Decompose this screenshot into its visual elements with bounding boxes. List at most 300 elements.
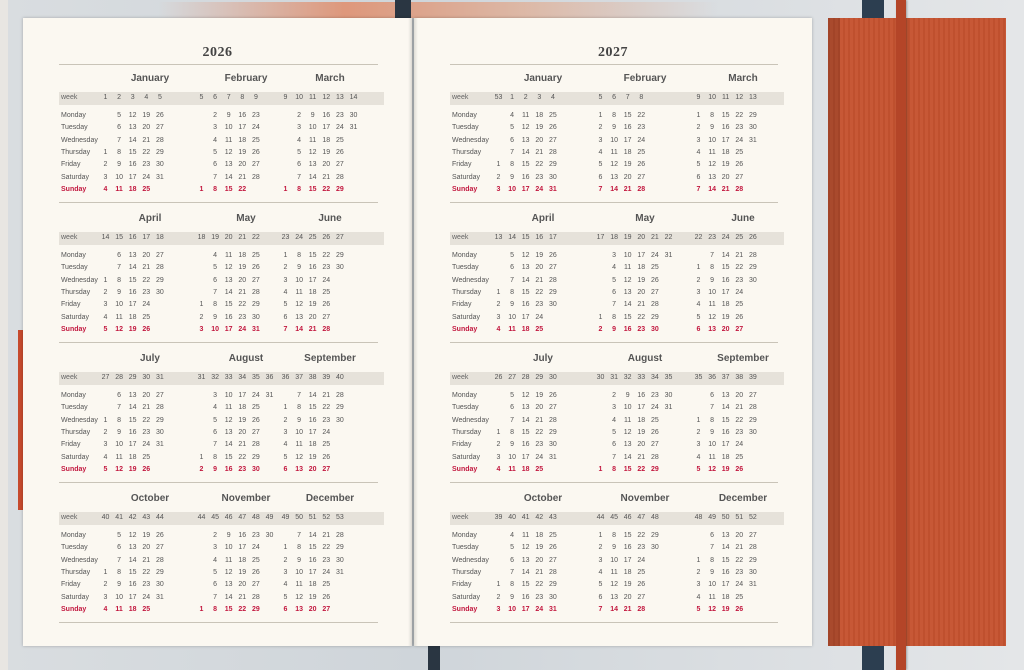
date-cell: 17 [637, 252, 646, 259]
date-cell: 20 [721, 325, 730, 333]
date-cell: 10 [708, 441, 716, 449]
day-name: Sunday [61, 185, 87, 193]
date-cell: 14 [128, 136, 137, 144]
date-cell: 12 [623, 428, 632, 436]
date-cell: 15 [224, 605, 233, 613]
date-cell: 19 [308, 593, 317, 601]
date-cell: 27 [155, 544, 164, 552]
date-cell: 1 [696, 416, 701, 424]
date-cell: 16 [224, 313, 233, 321]
date-cell: 29 [155, 276, 164, 284]
date-cell: 20 [308, 465, 317, 473]
date-cell: 13 [224, 581, 233, 589]
date-cell: 26 [251, 148, 260, 156]
date-cell: 13 [610, 593, 618, 601]
date-cell: 23 [322, 416, 331, 424]
date-cell: 19 [238, 264, 247, 272]
date-cell: 1 [199, 605, 204, 613]
date-cell: 8 [612, 313, 617, 321]
date-cell: 14 [308, 532, 317, 539]
date-cell: 26 [548, 124, 557, 132]
date-cell: 23 [735, 428, 744, 436]
date-cell: 2 [103, 428, 108, 436]
day-name: Sunday [452, 325, 478, 333]
date-cell: 8 [710, 264, 715, 272]
date-cell: 11 [708, 453, 716, 461]
year-title-right: 2027 [598, 45, 628, 60]
date-cell: 26 [548, 544, 557, 552]
date-cell: 22 [535, 581, 544, 589]
date-cell: 6 [117, 252, 122, 259]
week-number: 53 [335, 514, 344, 521]
date-cell: 9 [510, 173, 515, 181]
day-name: Tuesday [452, 124, 479, 132]
date-cell: 27 [155, 252, 164, 259]
right-page [414, 18, 812, 646]
date-cell: 6 [510, 264, 515, 272]
date-cell: 13 [308, 161, 317, 169]
day-name: Wednesday [452, 556, 489, 564]
date-cell: 13 [610, 173, 618, 181]
date-cell: 8 [710, 112, 715, 119]
date-cell: 24 [142, 593, 151, 601]
month-name: April [531, 213, 555, 224]
date-cell: 28 [650, 301, 659, 309]
date-cell: 23 [251, 532, 260, 539]
week-number: 39 [748, 374, 757, 381]
date-cell: 30 [251, 465, 260, 473]
week-number: 48 [694, 514, 703, 521]
week-number: 2 [523, 94, 528, 101]
date-cell: 18 [238, 252, 247, 259]
date-cell: 31 [155, 593, 164, 601]
date-cell: 6 [117, 124, 122, 132]
date-cell: 5 [510, 544, 515, 552]
date-cell: 3 [297, 124, 302, 132]
date-cell: 21 [535, 148, 544, 156]
date-cell: 30 [650, 325, 659, 333]
date-cell: 26 [142, 465, 151, 473]
day-name: Friday [61, 581, 81, 589]
date-cell: 11 [624, 264, 632, 272]
week-number: 52 [322, 514, 331, 521]
date-cell: 6 [213, 161, 218, 169]
date-cell: 8 [510, 288, 515, 296]
date-cell: 28 [251, 441, 260, 449]
date-cell: 16 [128, 428, 137, 436]
date-cell: 13 [623, 441, 632, 449]
date-cell: 30 [335, 556, 344, 564]
date-cell: 8 [612, 532, 617, 539]
date-cell: 17 [308, 568, 317, 576]
date-cell: 10 [708, 136, 716, 144]
date-cell: 9 [297, 556, 302, 564]
date-cell: 23 [142, 288, 151, 296]
date-cell: 2 [598, 544, 603, 552]
date-cell: 7 [598, 185, 603, 193]
date-cell: 8 [117, 148, 122, 156]
date-cell: 1 [283, 185, 288, 193]
elastic-band[interactable] [896, 0, 906, 670]
date-cell: 5 [213, 148, 218, 156]
date-cell: 23 [535, 173, 544, 181]
date-cell: 22 [535, 161, 544, 169]
date-cell: 10 [508, 185, 516, 193]
date-cell: 8 [710, 556, 715, 564]
date-cell: 2 [612, 392, 617, 399]
date-cell: 8 [297, 404, 302, 412]
date-cell: 5 [283, 593, 288, 601]
date-cell: 22 [238, 605, 247, 613]
date-cell: 3 [283, 276, 288, 284]
day-name: Friday [452, 441, 472, 449]
month-name: June [731, 213, 755, 224]
date-cell: 24 [650, 252, 659, 259]
date-cell: 14 [708, 185, 716, 193]
date-cell: 13 [295, 313, 303, 321]
week-number: 30 [596, 374, 605, 381]
week-number: 12 [735, 94, 744, 101]
date-cell: 1 [696, 556, 701, 564]
date-cell: 29 [748, 112, 757, 119]
date-cell: 26 [637, 581, 646, 589]
date-cell: 18 [721, 301, 730, 309]
date-cell: 18 [521, 325, 530, 333]
date-cell: 16 [521, 593, 530, 601]
left-page [23, 18, 412, 646]
date-cell: 23 [735, 276, 744, 284]
quarter-block [414, 73, 812, 198]
quarter-rule [59, 622, 378, 623]
day-name: Monday [61, 392, 86, 399]
date-cell: 9 [612, 325, 617, 333]
week-number: 43 [142, 514, 151, 521]
date-cell: 26 [251, 416, 260, 424]
week-number: 33 [637, 374, 646, 381]
date-cell: 19 [128, 465, 137, 473]
date-cell: 3 [213, 544, 218, 552]
month-name: December [305, 493, 355, 504]
date-cell: 17 [721, 581, 730, 589]
date-cell: 21 [735, 544, 744, 552]
date-cell: 3 [696, 581, 701, 589]
date-cell: 11 [115, 453, 123, 461]
date-cell: 17 [128, 173, 137, 181]
date-cell: 20 [623, 173, 632, 181]
week-number: 22 [694, 234, 703, 241]
date-cell: 25 [548, 532, 557, 539]
day-name: Saturday [61, 593, 90, 601]
week-number: 42 [535, 514, 544, 521]
date-cell: 28 [637, 605, 646, 613]
week-label: week [452, 374, 469, 381]
date-cell: 13 [224, 161, 233, 169]
date-cell: 13 [224, 276, 233, 284]
date-cell: 21 [238, 288, 247, 296]
day-name: Tuesday [61, 264, 88, 272]
date-cell: 16 [721, 124, 730, 132]
day-name: Wednesday [61, 136, 98, 144]
date-cell: 31 [548, 453, 557, 461]
date-cell: 23 [535, 593, 544, 601]
date-cell: 14 [224, 593, 233, 601]
date-cell: 13 [128, 252, 137, 259]
date-cell: 15 [521, 428, 530, 436]
date-cell: 12 [521, 124, 530, 132]
day-name: Thursday [61, 428, 91, 436]
date-cell: 20 [308, 605, 317, 613]
week-number: 52 [748, 514, 757, 521]
date-cell: 30 [335, 416, 344, 424]
date-cell: 24 [735, 136, 744, 144]
date-cell: 29 [335, 185, 344, 193]
date-cell: 30 [748, 124, 757, 132]
date-cell: 17 [238, 544, 247, 552]
date-cell: 14 [128, 264, 137, 272]
week-number: 35 [694, 374, 703, 381]
date-cell: 23 [142, 161, 151, 169]
date-cell: 10 [115, 301, 123, 309]
date-cell: 29 [748, 264, 757, 272]
week-number: 9 [696, 94, 701, 101]
week-number: 10 [295, 94, 303, 101]
date-cell: 9 [117, 428, 122, 436]
date-cell: 22 [535, 288, 544, 296]
day-name: Thursday [452, 148, 482, 156]
date-cell: 12 [295, 593, 303, 601]
date-cell: 5 [696, 313, 701, 321]
week-number: 48 [251, 514, 260, 521]
date-cell: 23 [637, 325, 646, 333]
week-number: 27 [508, 374, 516, 381]
date-cell: 24 [335, 124, 344, 132]
quarter-rule [450, 482, 778, 483]
date-cell: 1 [283, 252, 288, 259]
date-cell: 13 [708, 325, 716, 333]
date-cell: 7 [710, 404, 715, 412]
quarter-block [414, 493, 812, 618]
closure-flap[interactable] [828, 18, 1006, 646]
date-cell: 24 [735, 581, 744, 589]
date-cell: 30 [349, 112, 358, 119]
date-cell: 19 [623, 581, 632, 589]
date-cell: 12 [708, 161, 716, 169]
week-number: 21 [238, 234, 247, 241]
date-cell: 9 [213, 465, 218, 473]
date-cell: 9 [226, 532, 231, 539]
day-name: Friday [61, 441, 81, 449]
date-cell: 23 [142, 428, 151, 436]
date-cell: 27 [155, 124, 164, 132]
date-cell: 21 [238, 441, 247, 449]
date-cell: 24 [322, 568, 331, 576]
date-cell: 3 [283, 568, 288, 576]
date-cell: 11 [115, 605, 123, 613]
date-cell: 19 [142, 532, 151, 539]
date-cell: 2 [696, 276, 701, 284]
date-cell: 28 [548, 276, 557, 284]
week-number: 27 [335, 234, 344, 241]
date-cell: 7 [117, 404, 122, 412]
date-cell: 6 [213, 581, 218, 589]
date-cell: 1 [598, 465, 603, 473]
week-number: 27 [101, 374, 110, 381]
month-name: January [523, 73, 563, 84]
date-cell: 17 [521, 453, 530, 461]
date-cell: 11 [508, 325, 516, 333]
date-cell: 18 [721, 453, 730, 461]
date-cell: 31 [748, 581, 757, 589]
date-cell: 3 [612, 404, 617, 412]
week-number: 31 [610, 374, 618, 381]
date-cell: 10 [224, 124, 233, 132]
date-cell: 17 [238, 124, 247, 132]
date-cell: 16 [721, 568, 730, 576]
date-cell: 31 [664, 252, 673, 259]
date-cell: 15 [224, 185, 233, 193]
date-cell: 19 [721, 161, 730, 169]
date-cell: 24 [535, 313, 544, 321]
date-cell: 9 [625, 392, 630, 399]
date-cell: 25 [650, 416, 659, 424]
date-cell: 13 [295, 605, 303, 613]
date-cell: 6 [612, 441, 617, 449]
date-cell: 21 [535, 276, 544, 284]
day-name: Sunday [452, 605, 478, 613]
day-name: Saturday [61, 453, 90, 461]
date-cell: 4 [510, 532, 515, 539]
week-label: week [61, 234, 78, 241]
date-cell: 18 [128, 185, 137, 193]
date-cell: 16 [238, 112, 247, 119]
date-cell: 28 [335, 173, 344, 181]
date-cell: 30 [748, 276, 757, 284]
date-cell: 2 [213, 112, 218, 119]
date-cell: 27 [251, 581, 260, 589]
date-cell: 6 [510, 136, 515, 144]
date-cell: 11 [225, 404, 233, 412]
date-cell: 12 [610, 581, 618, 589]
date-cell: 11 [295, 288, 303, 296]
date-cell: 24 [322, 276, 331, 284]
date-cell: 3 [496, 185, 501, 193]
week-label: week [61, 374, 78, 381]
date-cell: 17 [721, 136, 730, 144]
date-cell: 14 [128, 556, 137, 564]
date-cell: 6 [283, 465, 288, 473]
date-cell: 29 [251, 301, 260, 309]
date-cell: 7 [297, 532, 302, 539]
date-cell: 10 [623, 252, 632, 259]
date-cell: 13 [521, 556, 530, 564]
week-number: 47 [238, 514, 247, 521]
date-cell: 27 [735, 325, 744, 333]
date-cell: 8 [117, 568, 122, 576]
date-cell: 11 [610, 568, 618, 576]
date-cell: 27 [637, 593, 646, 601]
date-cell: 10 [224, 544, 233, 552]
week-number: 31 [197, 374, 206, 381]
date-cell: 17 [637, 404, 646, 412]
date-cell: 13 [521, 136, 530, 144]
date-cell: 20 [142, 392, 151, 399]
day-name: Friday [61, 301, 81, 309]
date-cell: 28 [322, 325, 331, 333]
date-cell: 12 [521, 544, 530, 552]
date-cell: 30 [664, 392, 673, 399]
date-cell: 18 [238, 404, 247, 412]
day-name: Sunday [61, 325, 87, 333]
date-cell: 27 [322, 465, 331, 473]
date-cell: 22 [322, 404, 331, 412]
date-cell: 18 [238, 556, 247, 564]
date-cell: 21 [238, 593, 247, 601]
date-cell: 29 [748, 416, 757, 424]
date-cell: 23 [335, 112, 344, 119]
date-cell: 12 [128, 532, 137, 539]
date-cell: 25 [335, 136, 344, 144]
date-cell: 21 [322, 392, 331, 399]
date-cell: 27 [650, 288, 659, 296]
date-cell: 13 [128, 392, 137, 399]
date-cell: 18 [535, 112, 544, 119]
date-cell: 7 [710, 252, 715, 259]
date-cell: 8 [213, 185, 218, 193]
week-number: 37 [721, 374, 730, 381]
date-cell: 3 [213, 392, 218, 399]
date-cell: 21 [322, 173, 331, 181]
date-cell: 7 [510, 276, 515, 284]
month-name: November [221, 493, 271, 504]
date-cell: 20 [238, 581, 247, 589]
bookmark-ribbon-bottom [428, 646, 440, 670]
week-number: 49 [265, 514, 274, 521]
year-rule [59, 64, 378, 65]
date-cell: 22 [735, 264, 744, 272]
date-cell: 20 [535, 136, 544, 144]
week-label: week [61, 94, 78, 101]
date-cell: 25 [637, 148, 646, 156]
date-cell: 5 [297, 148, 302, 156]
date-cell: 30 [251, 313, 260, 321]
week-number: 38 [308, 374, 317, 381]
date-cell: 29 [650, 313, 659, 321]
date-cell: 24 [735, 288, 744, 296]
date-cell: 25 [142, 313, 151, 321]
week-number: 11 [309, 94, 317, 101]
day-name: Tuesday [61, 404, 88, 412]
month-name: December [718, 493, 768, 504]
date-cell: 13 [521, 264, 530, 272]
day-name: Friday [452, 581, 472, 589]
date-cell: 3 [103, 593, 108, 601]
day-name: Wednesday [61, 556, 98, 564]
date-cell: 11 [522, 112, 530, 119]
date-cell: 2 [496, 301, 501, 309]
day-name: Friday [452, 301, 472, 309]
week-number: 42 [128, 514, 137, 521]
date-cell: 9 [117, 288, 122, 296]
date-cell: 24 [535, 185, 544, 193]
date-cell: 10 [610, 556, 618, 564]
date-cell: 10 [708, 288, 716, 296]
date-cell: 11 [309, 136, 317, 144]
week-number: 35 [664, 374, 673, 381]
date-cell: 25 [251, 136, 260, 144]
date-cell: 26 [637, 161, 646, 169]
week-number: 53 [494, 94, 503, 101]
date-cell: 4 [283, 441, 288, 449]
